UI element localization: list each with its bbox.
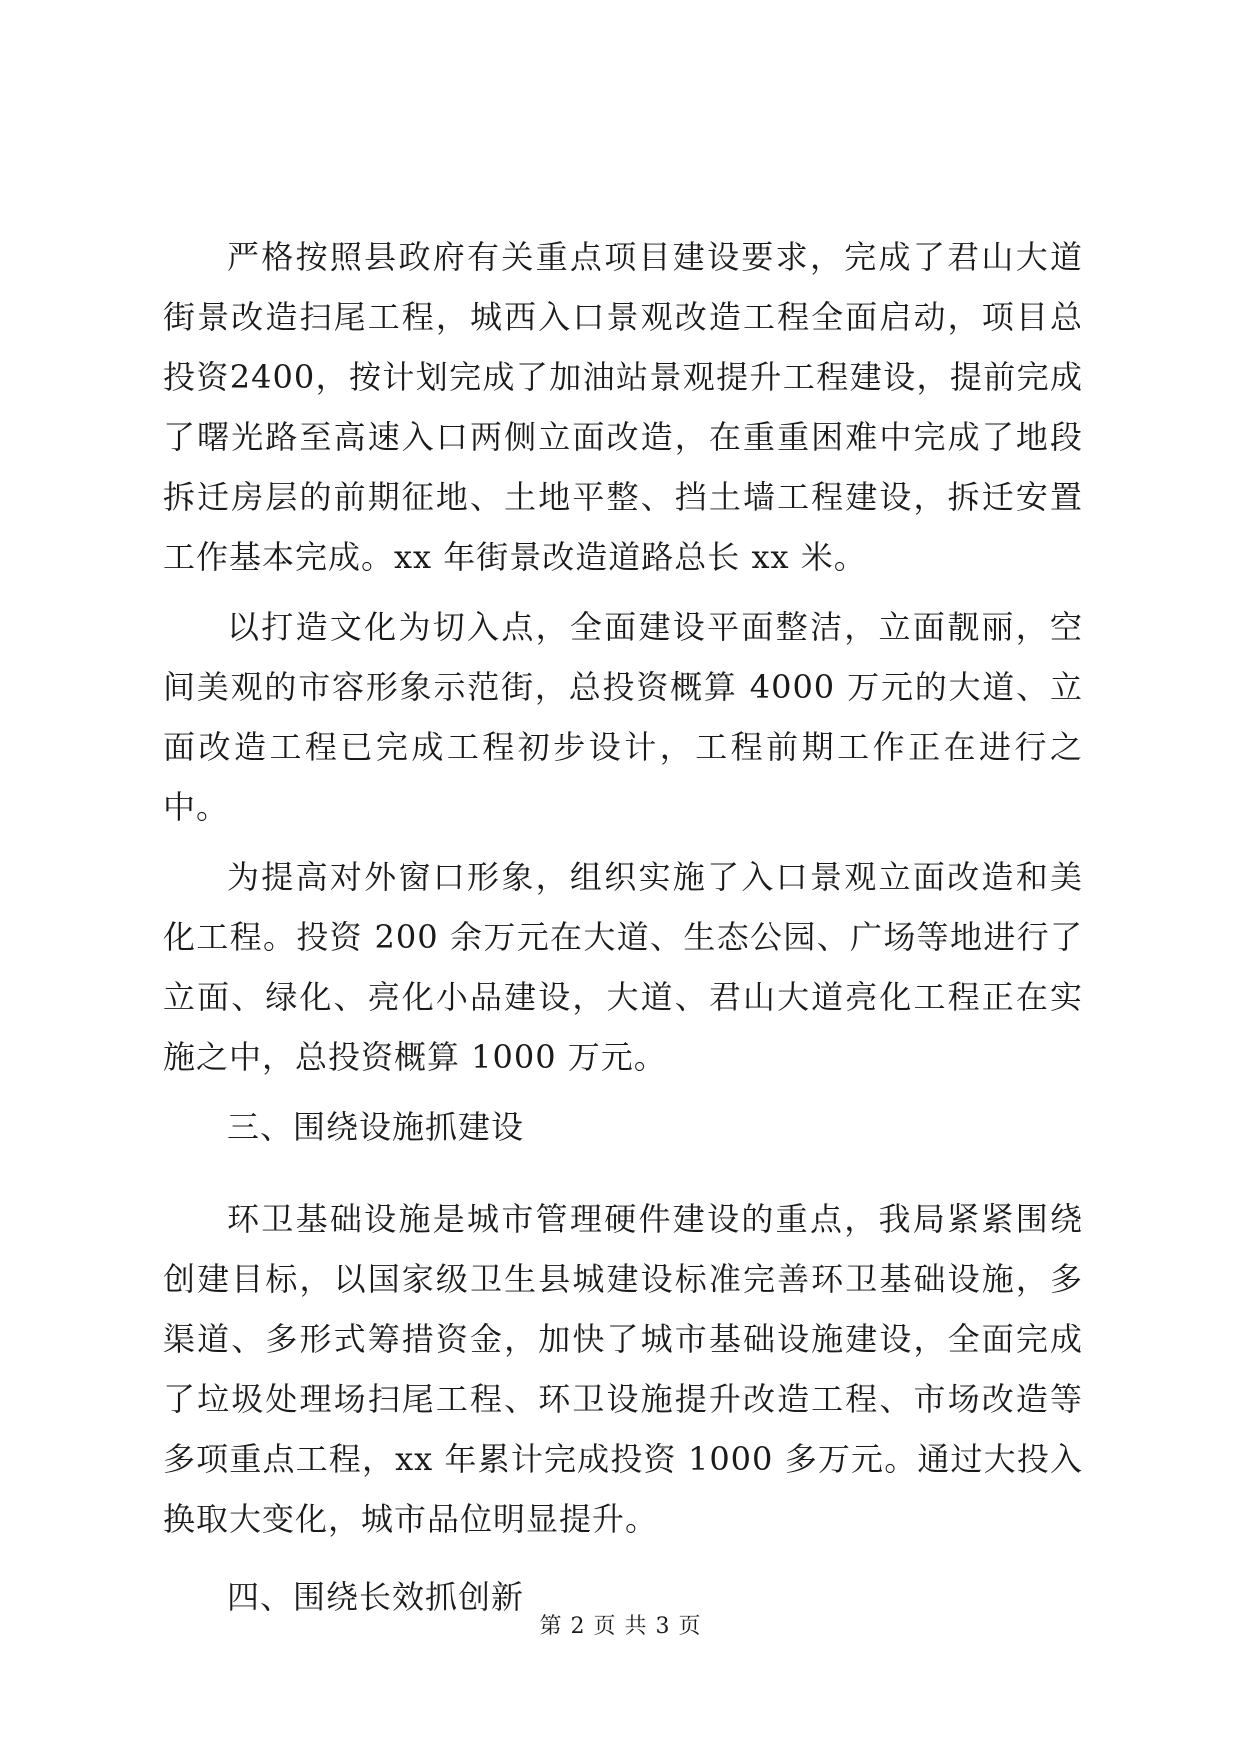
paragraph-entrance-landscape: 为提高对外窗口形象，组织实施了入口景观立面改造和美化工程。投资 200 余万元在大道、生态公园、广场等地进行了立面、绿化、亮化小品建设，大道、君山大道亮化工程正在实施之中，总投资概算 1000 万元。 xyxy=(163,858,1083,1076)
paragraph-culture-street: 以打造文化为切入点，全面建设平面整洁，立面靓丽，空间美观的市容形象示范街，总投资概算 4000 万元的大道、立面改造工程已完成工程初步设计，工程前期工作正在进行之中。 xyxy=(163,608,1083,826)
paragraph-sanitation-infrastructure: 环卫基础设施是城市管理硬件建设的重点，我局紧紧围绕创建目标，以国家级卫生县城建设标准完善环卫基础设施，多渠道、多形式筹措资金，加快了城市基础设施建设，全面完成了垃圾处理场扫尾工程、环卫设施提升改造工程、市场改造等多项重点工程，xx 年累计完成投资 1000 多万元。通过大投入换取大变化，城市品位明显提升。 xyxy=(163,1200,1083,1538)
section-heading-innovation: 四、围绕长效抓创新 xyxy=(227,1578,525,1616)
page-number-footer: 第 2 页 共 3 页 xyxy=(539,1614,702,1639)
section-heading-facilities: 三、围绕设施抓建设 xyxy=(227,1108,525,1146)
paragraph-streetscape: 严格按照县政府有关重点项目建设要求，完成了君山大道街景改造扫尾工程，城西入口景观改造工程全面启动，项目总投资2400，按计划完成了加油站景观提升工程建设，提前完成了曙光路至高速入口两侧立面改造，在重重困难中完成了地段拆迁房层的前期征地、土地平整、挡土墙工程建设，拆迁安置工作基本完成。xx 年街景改造道路总长 xx 米。 xyxy=(163,238,1083,576)
document-body xyxy=(163,227,1083,1659)
